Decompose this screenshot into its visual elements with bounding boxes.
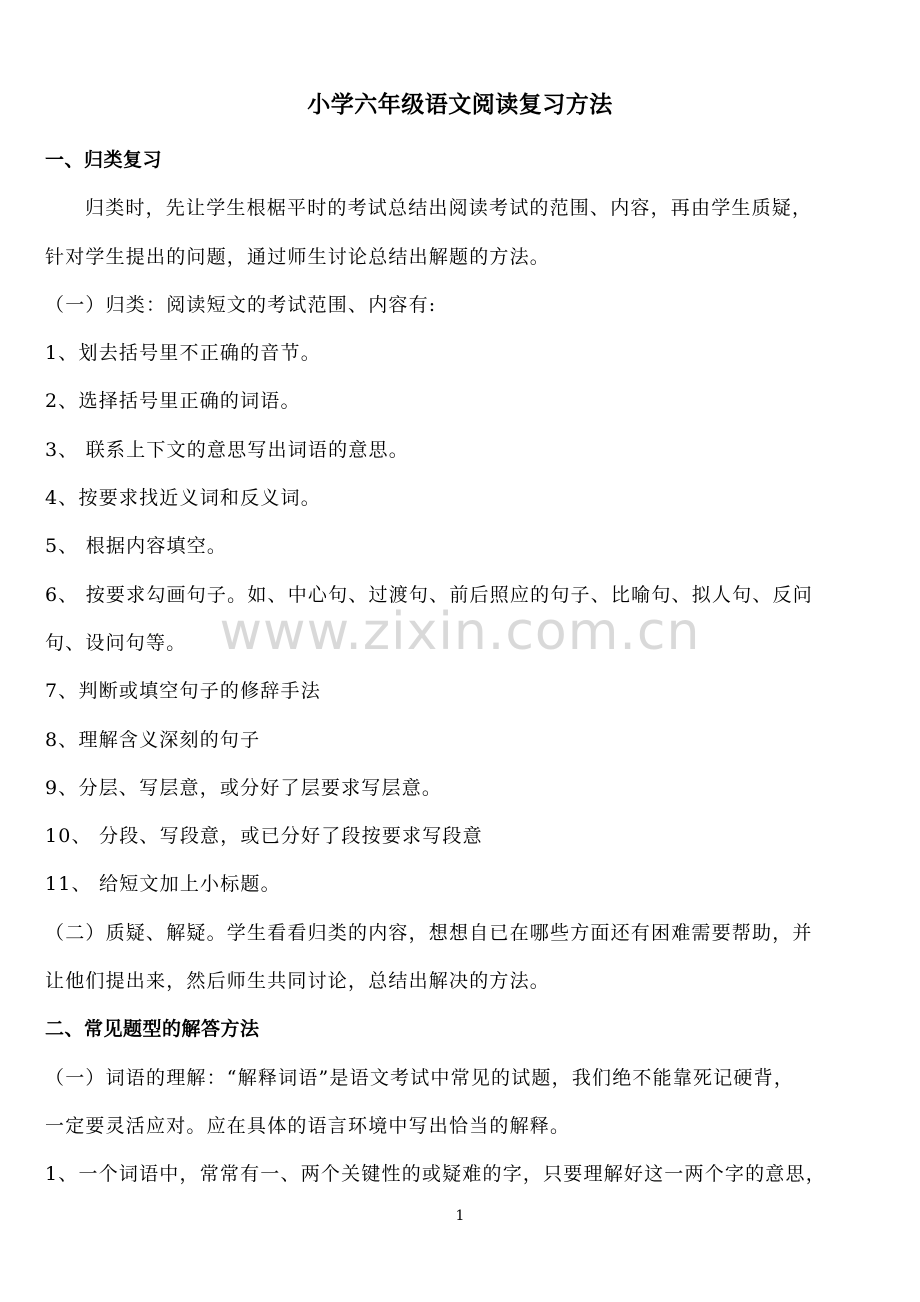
paragraph-line: 6、 按要求勾画句子。如、中心句、过渡句、前后照应的句子、比喻句、拟人句、反问 xyxy=(45,583,813,606)
document-title: 小学六年级语文阅读复习方法 xyxy=(307,92,613,118)
paragraph-line: 句、设问句等。 xyxy=(45,631,187,654)
paragraph-line: 归类时，先让学生根椐平时的考试总结出阅读考试的范围、内容，再由学生质疑， xyxy=(85,197,813,220)
paragraph-line: 5、 根据内容填空。 xyxy=(45,535,228,558)
paragraph-line: 11、 给短文加上小标题。 xyxy=(45,873,281,896)
paragraph-line: 针对学生提出的问题，通过师生讨论总结出解题的方法。 xyxy=(45,245,551,268)
paragraph-line: 4、按要求找近义词和反义词。 xyxy=(45,487,321,510)
paragraph-line: （二）质疑、解疑。学生看看归类的内容，想想自已在哪些方面还有困难需要帮助，并 xyxy=(45,921,813,944)
paragraph-line: 9、分层、写层意，或分好了层要求写层意。 xyxy=(45,776,443,799)
paragraph-line: 8、理解含义深刻的句子 xyxy=(45,728,261,751)
paragraph-line: 1、划去括号里不正确的音节。 xyxy=(45,342,321,365)
paragraph-line: 1、一个词语中，常常有一、两个关键性的或疑难的字，只要理解好这一两个字的意思， xyxy=(45,1163,826,1186)
paragraph-line: 2、选择括号里正确的词语。 xyxy=(45,390,301,413)
paragraph-line: （一）归类：阅读短文的考试范围、内容有: xyxy=(45,293,437,316)
paragraph-line: 让他们提出来，然后师生共同讨论，总结出解决的方法。 xyxy=(45,970,551,993)
section-heading: 一、归类复习 xyxy=(45,149,163,171)
page-number: 1 xyxy=(455,1208,465,1224)
paragraph-line: 3、 联系上下文的意思写出词语的意思。 xyxy=(45,438,409,461)
watermark: www.zixin.com.cn xyxy=(219,602,701,662)
paragraph-line: 一定要灵活应对。应在具体的语言环境中写出恰当的解释。 xyxy=(45,1114,571,1137)
section-heading: 二、常见题型的解答方法 xyxy=(45,1018,260,1041)
document-body xyxy=(45,136,875,1199)
paragraph-line: 7、判断或填空句子的修辞手法 xyxy=(45,680,321,703)
paragraph-line: （一）词语的理解：“解释词语”是语文考试中常见的试题，我们绝不能靠死记硬背， xyxy=(45,1066,795,1089)
paragraph-line: 10、 分段、写段意，或已分好了段按要求写段意 xyxy=(45,825,483,848)
